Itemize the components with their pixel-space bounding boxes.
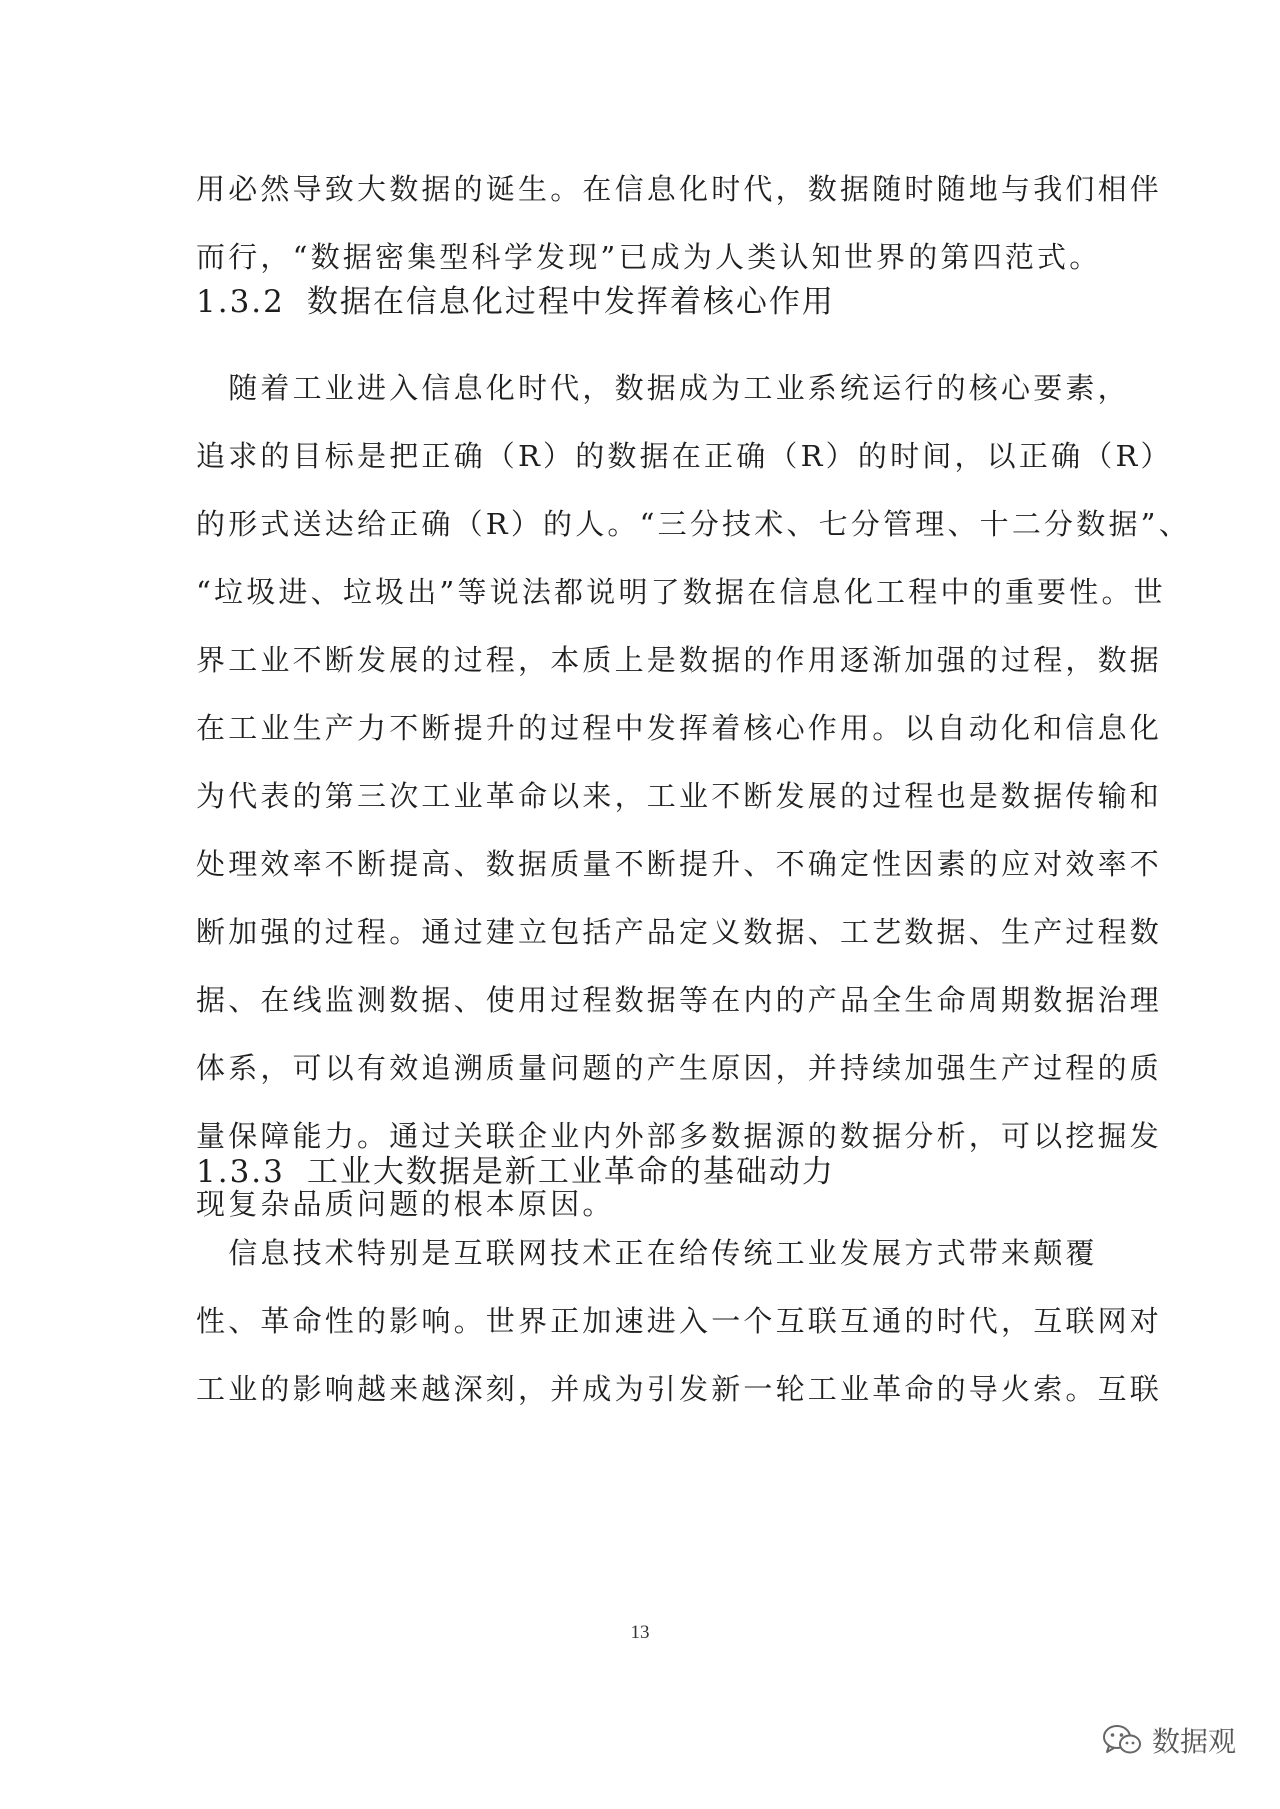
heading-title: 数据在信息化过程中发挥着核心作用: [306, 284, 835, 320]
watermark: [1102, 1720, 1236, 1760]
page-number: 13: [630, 1622, 650, 1643]
wechat-icon: [1102, 1723, 1142, 1757]
text-line: 随着工业进入信息化时代，数据成为工业系统运行的核心要素，: [196, 371, 1130, 405]
heading-title: 工业大数据是新工业革命的基础动力: [306, 1154, 835, 1190]
text-line: 处理效率不断提高、数据质量不断提升、不确定性因素的应对效率不: [196, 847, 1163, 881]
text-line: 的形式送达给正确（R）的人。“三分技术、七分管理、十二分数据”、: [196, 507, 1191, 541]
text-line: 量保障能力。通过关联企业内外部多数据源的数据分析，可以挖掘发: [196, 1119, 1163, 1153]
text-line: 在工业生产力不断提升的过程中发挥着核心作用。以自动化和信息化: [196, 711, 1163, 745]
text-line: 体系，可以有效追溯质量问题的产生原因，并持续加强生产过程的质: [196, 1051, 1163, 1085]
paragraph-data-core-role: [196, 354, 1191, 1238]
paragraph-intro: [196, 155, 1163, 291]
text-line: 而行，“数据密集型科学发现”已成为人类认知世界的第四范式。: [196, 240, 1102, 274]
text-line: 据、在线监测数据、使用过程数据等在内的产品全生命周期数据治理: [196, 983, 1163, 1017]
text-line: 现复杂品质问题的根本原因。: [196, 1187, 615, 1221]
heading-number: 1.3.3: [196, 1154, 285, 1190]
text-line: 工业的影响越来越深刻，并成为引发新一轮工业革命的导火索。互联: [196, 1372, 1163, 1406]
text-line: 信息技术特别是互联网技术正在给传统工业发展方式带来颠覆: [196, 1236, 1098, 1270]
paragraph-industrial-big-data: [196, 1219, 1163, 1423]
text-line: 断加强的过程。通过建立包括产品定义数据、工艺数据、生产过程数: [196, 915, 1163, 949]
heading-number: 1.3.2: [196, 284, 285, 320]
text-line: 性、革命性的影响。世界正加速进入一个互联互通的时代，互联网对: [196, 1304, 1163, 1338]
text-line: “垃圾进、垃圾出”等说法都说明了数据在信息化工程中的重要性。世: [196, 575, 1166, 609]
text-line: 追求的目标是把正确（R）的数据在正确（R）的时间，以正确（R）: [196, 439, 1173, 473]
text-line: 用必然导致大数据的诞生。在信息化时代，数据随时随地与我们相伴: [196, 172, 1163, 206]
text-line: 界工业不断发展的过程，本质上是数据的作用逐渐加强的过程，数据: [196, 643, 1163, 677]
text-line: 为代表的第三次工业革命以来，工业不断发展的过程也是数据传输和: [196, 779, 1163, 813]
section-heading-1-3-2: [196, 280, 835, 324]
section-heading-1-3-3: [196, 1150, 835, 1194]
watermark-text: 数据观: [1151, 1725, 1236, 1758]
